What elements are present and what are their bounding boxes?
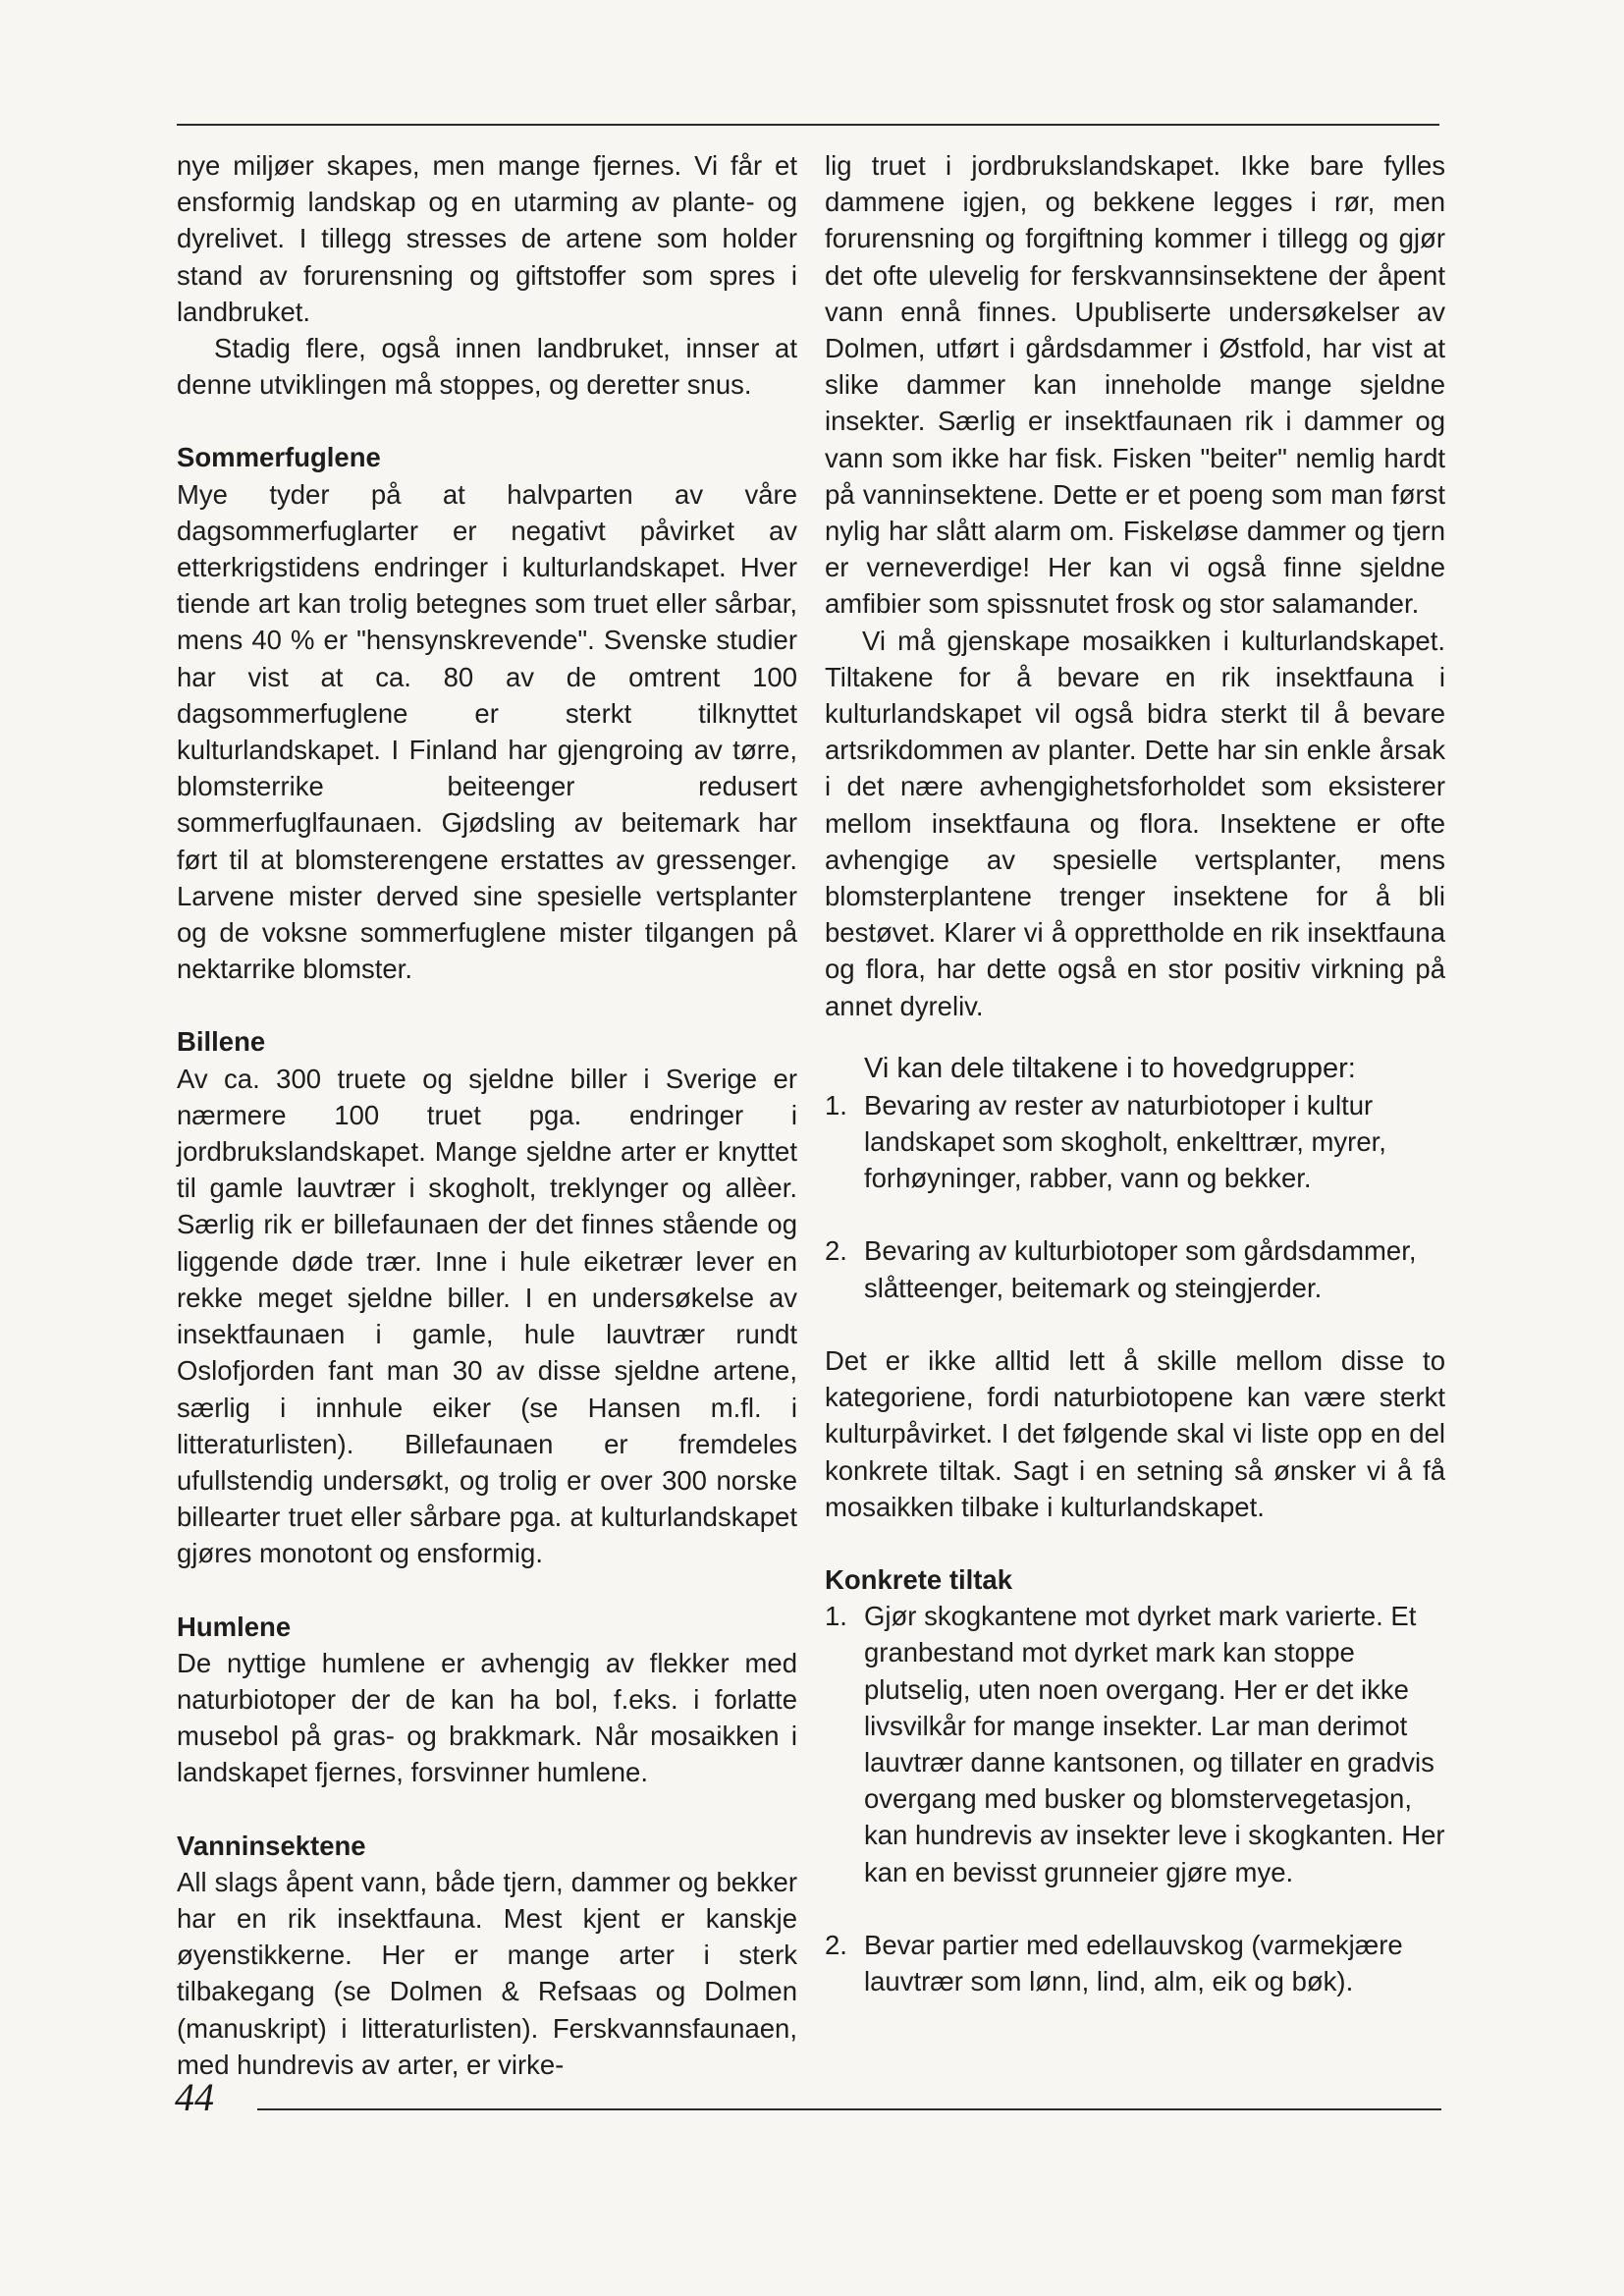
- list-item: [825, 1927, 1445, 1999]
- list-item-number: 2.: [825, 1929, 847, 1960]
- list-item-text: Bevar partier med edellauvskog (varmekjære lauvtrær som lønn, lind, alm, eik og bøk).: [864, 1929, 1403, 1996]
- list-item-number: 2.: [825, 1235, 847, 1267]
- tiltak-list: [825, 1598, 1445, 1999]
- left-column: [177, 147, 797, 2083]
- page-number: 44: [175, 2075, 214, 2119]
- list-item: [825, 1087, 1445, 1197]
- section-heading-humlene: Humlene: [177, 1611, 292, 1642]
- continuation-paragraph: lig truet i jordbrukslandskapet. Ikke bare fylles dammene igjen, og bekkene legges i rør, men forurensning og forgiftning kommer i tillegg og gjør det ofte ulevelig for ferskvannsinsektene der åpent vann ennå finnes. Upubliserte undersøkelser av Dolmen, utført i gårdsdammer i Østfold, har vist at slike dammer kan inneholde mange sjeldne insekter. Særlig er insektfaunaen rik i dammer og vann som ikke har fisk. Fisken "beiter" nemlig hardt på vanninsektene. Dette er et poeng som man først nylig har slått alarm om. Fiskeløse dammer og tjern er verneverdige! Her kan vi også finne sjeldne amfibier som spissnutet frosk og stor salamander.: [825, 150, 1445, 620]
- mosaikk-paragraph: Vi må gjenskape mosaikken i kulturlandskapet. Tiltakene for å bevare en rik insektfauna i kulturlandskapet vil også bidra sterkt til å bevare artsrikdommen av planter. Dette har sin enkle årsak i det nære avhengighetsforholdet som eksisterer mellom insektfauna og flora. Insektene er ofte avhengige av spesielle vertsplanter, mens blomsterplantene trenger insektene for å bli bestøvet. Klarer vi å opprettholde en rik insektfauna og flora, har dette også en stor positiv virkning på annet dyreliv.: [825, 625, 1445, 1021]
- intro-paragraph: Stadig flere, også innen landbruket, innser at denne utviklingen må stoppes, og deretter snus.: [177, 333, 797, 401]
- section-body-humlene: De nyttige humlene er avhengig av flekker med naturbiotoper der de kan ha bol, f.eks. i forlatte musebol på gras- og brakkmark. Når mosaikken i landskapet fjernes, forsvinner humlene.: [177, 1647, 797, 1788]
- groups-list: [825, 1087, 1445, 1306]
- right-column: [825, 147, 1445, 1999]
- top-rule: [177, 124, 1439, 126]
- list-item-text: Gjør skogkantene mot dyrket mark varierte. Et granbestand mot dyrket mark kan stoppe plutselig, uten noen overgang. Her er det ikke livsvilkår for mange insekter. Lar man derimot lauvtrær danne kantsonen, og tillater en gradvis overgang med busker og blomstervegetasjon, kan hundrevis av insekter leve i skogkanten. Her kan en bevisst grunneier gjøre mye.: [864, 1601, 1445, 1887]
- section-heading-tiltak: Konkrete tiltak: [825, 1563, 1013, 1595]
- list-item-text: Bevaring av kulturbiotoper som gårdsdammer, slåtteenger, beitemark og steingjerder.: [864, 1235, 1417, 1303]
- bottom-rule: [257, 2108, 1441, 2110]
- section-heading-sommerfuglene: Sommerfuglene: [177, 442, 381, 473]
- groups-after-paragraph: Det er ikke alltid lett å skille mellom disse to kategoriene, fordi naturbiotopene kan være sterkt kulturpåvirket. I det følgende skal vi liste opp en del konkrete tiltak. Sagt i en setning så ønsker vi å få mosaikken tilbake i kulturlandskapet.: [825, 1344, 1445, 1522]
- list-item-text: Bevaring av rester av naturbiotoper i kultur landskapet som skogholt, enkelttrær, myrer, forhøyninger, rabber, vann og bekker.: [864, 1089, 1386, 1194]
- list-item: [825, 1232, 1445, 1305]
- intro-paragraph: nye miljøer skapes, men mange fjernes. Vi får et ensformig landskap og en utarming av plante- og dyrelivet. I tillegg stresses de artene som holder stand av forurensning og giftstoffer som spres i landbruket.: [177, 150, 797, 327]
- groups-lead: Vi kan dele tiltakene i to hovedgrupper:: [864, 1052, 1356, 1084]
- section-body-billene: Av ca. 300 truete og sjeldne biller i Sverige er nærmere 100 truet pga. endringer i jordbrukslandskapet. Mange sjeldne arter er knyttet til gamle lauvtrær i skogholt, treklynger og allèer. Særlig rik er billefaunaen der det finnes stående og liggende døde trær. Inne i hule eiketrær lever en rekke meget sjeldne biller. I en undersøkelse av insektfaunaen i gamle, hule lauvtrær rundt Oslofjorden fant man 30 av disse sjeldne artene, særlig i innhule eiker (se Hansen m.fl. i litteraturlisten). Billefaunaen er fremdeles ufullstendig undersøkt, og trolig er over 300 norske billearter truet eller sårbare pga. at kulturlandskapet gjøres monotont og ensformig.: [177, 1063, 797, 1569]
- section-body-sommerfuglene: Mye tyder på at halvparten av våre dagsommerfuglarter er negativt påvirket av etterkrigstidens endringer i kulturlandskapet. Hver tiende art kan trolig betegnes som truet eller sårbar, mens 40 % er "hensynskrevende". Svenske studier har vist at ca. 80 av de omtrent 100 dagsommerfuglene er sterkt tilknyttet kulturlandskapet. I Finland har gjengroing av tørre, blomsterrike beiteenger redusert sommerfuglfaunaen. Gjødsling av beitemark har ført til at blomsterengene erstattes av gressenger. Larvene mister derved sine spesielle vertsplanter og de voksne sommerfuglene mister tilgangen på nektarrike blomster.: [177, 478, 797, 985]
- list-item: [825, 1598, 1445, 1890]
- list-item-number: 1.: [825, 1601, 847, 1632]
- section-body-vanninsektene: All slags åpent vann, både tjern, dammer og bekker har en rik insektfauna. Mest kjent er kanskje øyenstikkerne. Her er mange arter i sterk tilbakegang (se Dolmen & Refsaas og Dolmen (manuskript) i litteraturlisten). Ferskvannsfaunaen, med hundrevis av arter, er virke-: [177, 1866, 797, 2080]
- list-item-number: 1.: [825, 1089, 847, 1121]
- section-heading-vanninsektene: Vanninsektene: [177, 1830, 366, 1861]
- section-heading-billene: Billene: [177, 1026, 266, 1058]
